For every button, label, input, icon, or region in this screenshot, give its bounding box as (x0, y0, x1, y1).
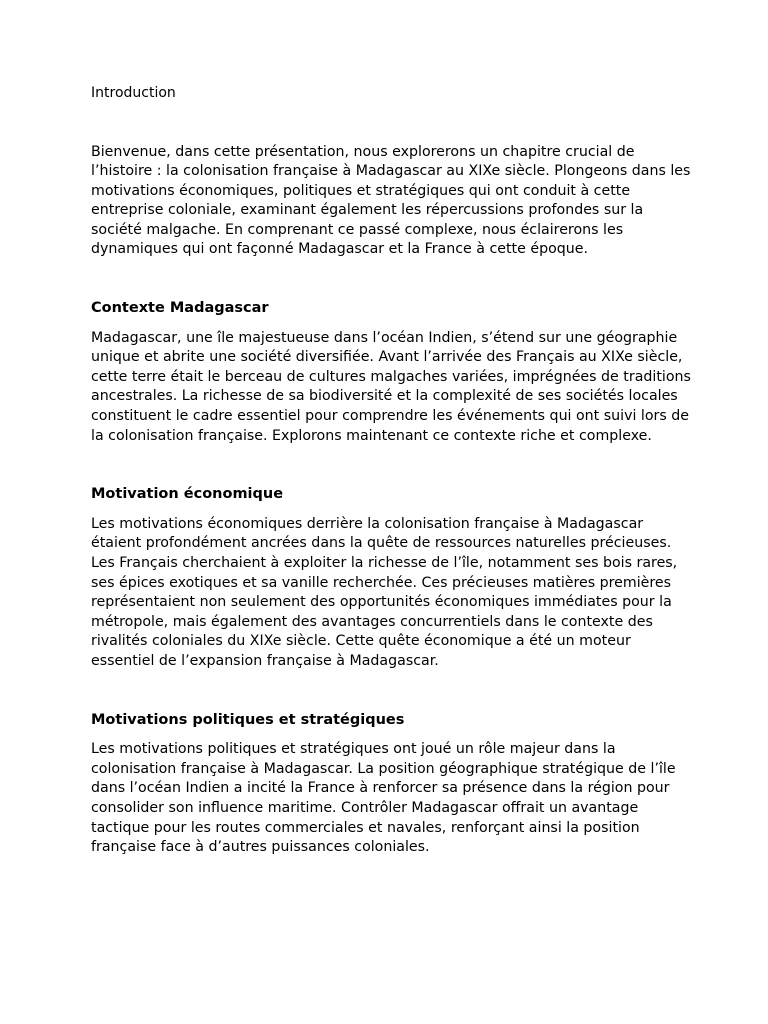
intro-paragraph: Bienvenue, dans cette présentation, nous explorerons un chapitre crucial de l’histoire : la colonisation française à Madagascar au XIXe siècle. Plongeons dans les motivations économiques, politiques et stratégiques qui ont conduit à cette entreprise coloniale, examinant également les répercussions profondes sur la société malgache. En comprenant ce passé complexe, nous éclairerons les dynamiques qui ont façonné Madagascar et la France à cette époque. (91, 143, 691, 258)
spacer (91, 730, 691, 740)
spacer (91, 672, 691, 711)
section-paragraph-political: Les motivations politiques et stratégiques ont joué un rôle majeur dans la colonisation française à Madagascar. La position géographique stratégique de l’île dans l’océan Indien a incité la France à renforcer sa présence dans la région pour consolider son influence maritime. Contrôler Madagascar offrait un avantage tactique pour les routes commerciales et navales, renforçant ainsi la position française face à d’autres puissances coloniales. (91, 741, 676, 856)
spacer (91, 104, 691, 143)
intro-title: Introduction (91, 85, 176, 101)
section-heading-economic: Motivation économique (91, 486, 284, 503)
spacer (91, 446, 691, 485)
section-paragraph-context: Madagascar, une île majestueuse dans l’océan Indien, s’étend sur une géographie unique et abrite une société diversifiée. Avant l’arrivée des Français au XIXe siècle, cette terre était le berceau de cultures malgaches variées, imprégnées de traditions ancestrales. La richesse de sa biodiversité et la complexité de ses sociétés locales constituent le cadre essentiel pour comprendre les événements qui ont suivi lors de la colonisation française. Explorons maintenant ce contexte riche et complexe. (91, 329, 691, 444)
section-heading-political: Motivations politiques et stratégiques (91, 711, 405, 728)
spacer (91, 260, 691, 299)
section-heading-context: Contexte Madagascar (91, 300, 269, 317)
section-paragraph-economic: Les motivations économiques derrière la colonisation française à Madagascar étaient profondément ancrées dans la quête de ressources naturelles précieuses. Les Français cherchaient à exploiter la richesse de l’île, notamment ses bois rares, ses épices exotiques et sa vanille recherchée. Ces précieuses matières premières représentaient non seulement des opportunités économiques immédiates pour la métropole, mais également des avantages concurrentiels dans le contexte des rivalités coloniales du XIXe siècle. Cette quête économique a été un moteur essentiel de l’expansion française à Madagascar. (91, 515, 678, 669)
document-page (91, 84, 691, 858)
spacer (91, 319, 691, 329)
spacer (91, 505, 691, 515)
